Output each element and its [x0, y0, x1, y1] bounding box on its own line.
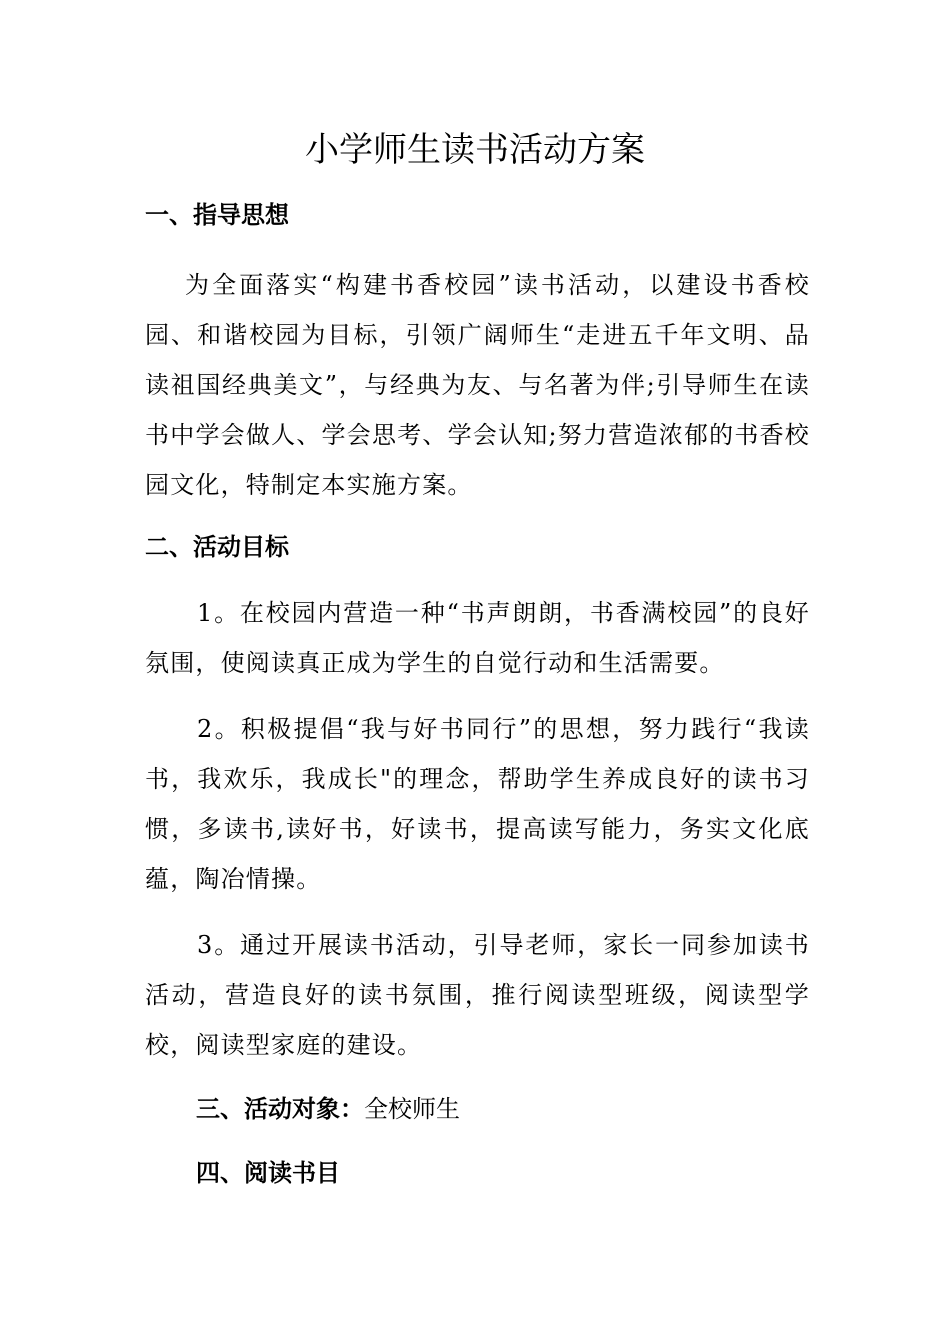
- paragraph-guiding-thought: 为全面落实“构建书香校园”读书活动，以建设书香校园、和谐校园为目标，引领广阔师生“走进五千年文明、品读祖国经典美文”，与经典为友、与名著为伴;引导师生在读书中学会做人、学会思考、学会认知;努力营造浓郁的书香校园文化，特制定本实施方案。: [145, 271, 810, 499]
- section-heading-activity-target: 三、活动对象：: [196, 1095, 364, 1123]
- goal-item-1: 1。在校园内营造一种“书声朗朗，书香满校园”的良好氛围，使阅读真正成为学生的自觉行动和生活需要。: [145, 599, 810, 677]
- section-activity-target: [196, 1092, 460, 1126]
- goal-item-3: 3。通过开展读书活动，引导老师，家长一同参加读书活动，营造良好的读书氛围，推行阅读型班级，阅读型学校，阅读型家庭的建设。: [145, 931, 810, 1059]
- section-heading-reading-list: 四、阅读书目: [196, 1159, 340, 1187]
- section-heading-guiding-thought: 一、指导思想: [145, 201, 289, 229]
- document-title: 小学师生读书活动方案: [305, 130, 645, 170]
- section-heading-activity-goals: 二、活动目标: [145, 533, 289, 561]
- goal-item-2: 2。积极提倡“我与好书同行”的思想，努力践行“我读书，我欢乐，我成长"的理念，帮助学生养成良好的读书习惯，多读书,读好书，好读书，提高读写能力，务实文化底蕴，陶冶情操。: [145, 715, 810, 893]
- activity-target-value: 全校师生: [364, 1095, 460, 1123]
